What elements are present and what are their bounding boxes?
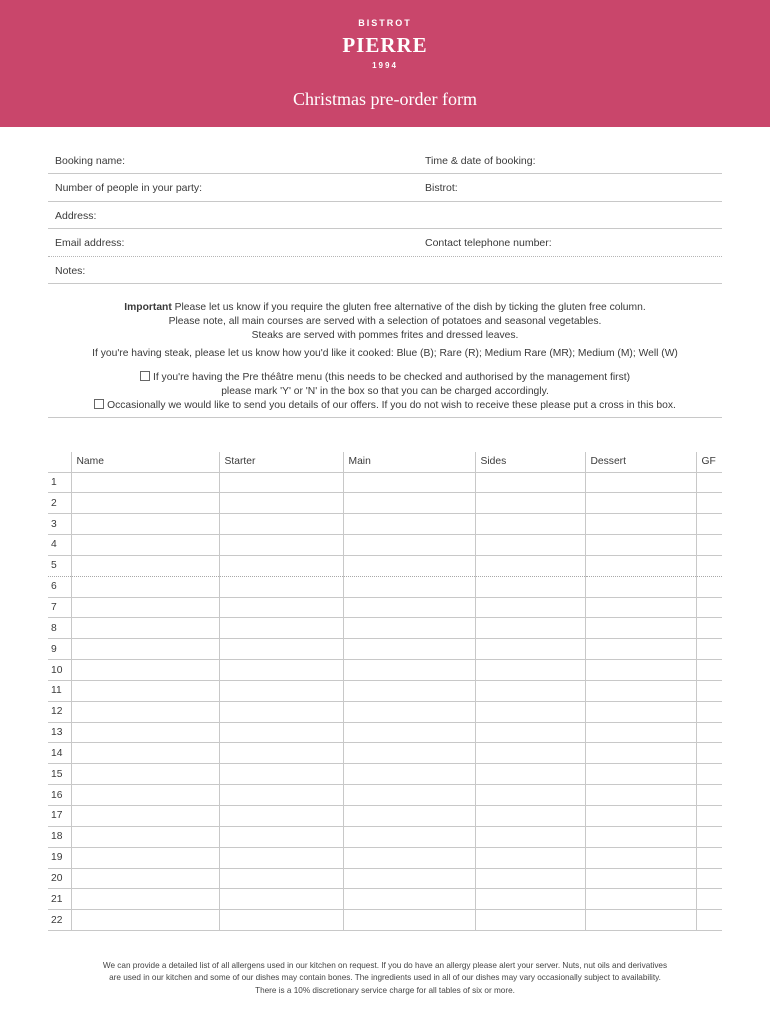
row-number: 17 xyxy=(48,806,71,827)
name-cell[interactable] xyxy=(71,743,219,764)
offers-text: Occasionally we would like to send you details of our offers. If you do not wish to receive these please put a cross in this box. xyxy=(107,400,676,411)
booking-name-field[interactable]: Booking name: xyxy=(55,155,126,167)
starter-cell[interactable] xyxy=(219,847,343,868)
order-table xyxy=(48,452,722,931)
starter-cell[interactable] xyxy=(219,618,343,639)
logo-brand-name: PIERRE xyxy=(342,33,428,57)
sides-cell[interactable] xyxy=(475,597,585,618)
page-title: Christmas pre-order form xyxy=(293,89,477,109)
table-row xyxy=(48,555,722,576)
dessert-cell[interactable] xyxy=(585,785,696,806)
main-cell[interactable] xyxy=(343,576,475,597)
row-number: 20 xyxy=(48,868,71,889)
gf-cell[interactable] xyxy=(696,868,722,889)
name-cell[interactable] xyxy=(71,639,219,660)
field-row-notes xyxy=(48,257,722,284)
main-cell[interactable] xyxy=(343,514,475,535)
dessert-cell[interactable] xyxy=(585,910,696,931)
gf-cell[interactable] xyxy=(696,618,722,639)
name-cell[interactable] xyxy=(71,493,219,514)
table-row xyxy=(48,806,722,827)
sides-cell[interactable] xyxy=(475,535,585,556)
footer-line-2: are used in our kitchen and some of our dishes may contain bones. The ingredients used in all of our dishes may vary occasionally subject to availability. xyxy=(109,973,661,983)
table-row xyxy=(48,910,722,931)
row-number: 18 xyxy=(48,826,71,847)
gf-cell[interactable] xyxy=(696,743,722,764)
dessert-cell[interactable] xyxy=(585,806,696,827)
starter-cell[interactable] xyxy=(219,701,343,722)
table-row xyxy=(48,722,722,743)
main-cell[interactable] xyxy=(343,555,475,576)
col-header-sides: Sides xyxy=(475,452,585,472)
name-cell[interactable] xyxy=(71,806,219,827)
gf-cell[interactable] xyxy=(696,701,722,722)
table-row xyxy=(48,660,722,681)
table-header-row xyxy=(48,452,722,472)
pre-theatre-checkbox[interactable] xyxy=(140,371,150,381)
dessert-cell[interactable] xyxy=(585,660,696,681)
row-number: 19 xyxy=(48,847,71,868)
dessert-cell[interactable] xyxy=(585,743,696,764)
main-cell[interactable] xyxy=(343,472,475,493)
table-row xyxy=(48,785,722,806)
main-cell[interactable] xyxy=(343,660,475,681)
important-info xyxy=(40,301,730,343)
name-cell[interactable] xyxy=(71,722,219,743)
gf-cell[interactable] xyxy=(696,910,722,931)
dessert-cell[interactable] xyxy=(585,472,696,493)
dessert-cell[interactable] xyxy=(585,889,696,910)
table-row xyxy=(48,847,722,868)
time-date-field[interactable]: Time & date of booking: xyxy=(425,155,536,167)
starter-cell[interactable] xyxy=(219,910,343,931)
main-cell[interactable] xyxy=(343,618,475,639)
sides-cell[interactable] xyxy=(475,618,585,639)
main-cell[interactable] xyxy=(343,889,475,910)
offers-checkbox[interactable] xyxy=(94,399,104,409)
info-line-3: Steaks are served with pommes frites and dressed leaves. xyxy=(251,330,519,341)
col-header-main: Main xyxy=(343,452,475,472)
sides-cell[interactable] xyxy=(475,722,585,743)
row-number: 3 xyxy=(48,514,71,535)
notes-field[interactable]: Notes: xyxy=(55,264,86,277)
starter-cell[interactable] xyxy=(219,555,343,576)
row-number: 13 xyxy=(48,722,71,743)
sides-cell[interactable] xyxy=(475,910,585,931)
starter-cell[interactable] xyxy=(219,493,343,514)
dessert-cell[interactable] xyxy=(585,764,696,785)
sides-cell[interactable] xyxy=(475,639,585,660)
row-number: 15 xyxy=(48,764,71,785)
field-row-booking xyxy=(48,147,722,174)
starter-cell[interactable] xyxy=(219,785,343,806)
name-cell[interactable] xyxy=(71,847,219,868)
gf-cell[interactable] xyxy=(696,493,722,514)
sides-cell[interactable] xyxy=(475,660,585,681)
row-number: 9 xyxy=(48,639,71,660)
gf-cell[interactable] xyxy=(696,472,722,493)
bistrot-pierre-logo xyxy=(335,16,435,76)
name-cell[interactable] xyxy=(71,660,219,681)
row-number: 8 xyxy=(48,618,71,639)
dessert-cell[interactable] xyxy=(585,576,696,597)
sides-cell[interactable] xyxy=(475,514,585,535)
main-cell[interactable] xyxy=(343,785,475,806)
party-size-field[interactable]: Number of people in your party: xyxy=(55,182,203,195)
col-header-starter: Starter xyxy=(219,452,343,472)
table-row xyxy=(48,889,722,910)
logo-top-text: BISTROT xyxy=(358,18,412,28)
table-row xyxy=(48,618,722,639)
starter-cell[interactable] xyxy=(219,826,343,847)
row-number: 12 xyxy=(48,701,71,722)
field-row-contact xyxy=(48,229,722,256)
starter-cell[interactable] xyxy=(219,680,343,701)
gf-cell[interactable] xyxy=(696,639,722,660)
main-cell[interactable] xyxy=(343,722,475,743)
col-header-name: Name xyxy=(71,452,219,472)
dessert-cell[interactable] xyxy=(585,680,696,701)
email-field[interactable]: Email address: xyxy=(55,237,125,250)
gf-cell[interactable] xyxy=(696,535,722,556)
main-cell[interactable] xyxy=(343,743,475,764)
table-row xyxy=(48,868,722,889)
name-cell[interactable] xyxy=(71,597,219,618)
gf-cell[interactable] xyxy=(696,764,722,785)
row-number: 2 xyxy=(48,493,71,514)
booking-details xyxy=(48,147,722,284)
row-number: 10 xyxy=(48,660,71,681)
field-row-address xyxy=(48,202,722,229)
starter-cell[interactable] xyxy=(219,639,343,660)
main-cell[interactable] xyxy=(343,597,475,618)
sides-cell[interactable] xyxy=(475,847,585,868)
pre-theatre-line-1 xyxy=(0,371,770,385)
gf-cell[interactable] xyxy=(696,722,722,743)
name-cell[interactable] xyxy=(71,785,219,806)
gluten-free-note: Please let us know if you require the gluten free alternative of the dish by ticking the gluten free column. xyxy=(171,302,646,313)
table-row xyxy=(48,493,722,514)
divider xyxy=(48,417,722,418)
main-cell[interactable] xyxy=(343,847,475,868)
main-cell[interactable] xyxy=(343,680,475,701)
dessert-cell[interactable] xyxy=(585,493,696,514)
name-cell[interactable] xyxy=(71,535,219,556)
main-cell[interactable] xyxy=(343,868,475,889)
main-cell[interactable] xyxy=(343,701,475,722)
sides-cell[interactable] xyxy=(475,701,585,722)
allergen-footer xyxy=(40,960,730,997)
gf-cell[interactable] xyxy=(696,576,722,597)
main-cell[interactable] xyxy=(343,806,475,827)
main-cell[interactable] xyxy=(343,639,475,660)
sides-cell[interactable] xyxy=(475,889,585,910)
name-cell[interactable] xyxy=(71,514,219,535)
name-cell[interactable] xyxy=(71,576,219,597)
starter-cell[interactable] xyxy=(219,722,343,743)
pre-theatre-text: If you're having the Pre théâtre menu (this needs to be checked and authorised by the management first) xyxy=(152,372,631,383)
starter-cell[interactable] xyxy=(219,597,343,618)
sides-cell[interactable] xyxy=(475,806,585,827)
name-cell[interactable] xyxy=(71,555,219,576)
sides-cell[interactable] xyxy=(475,826,585,847)
name-cell[interactable] xyxy=(71,910,219,931)
gf-cell[interactable] xyxy=(696,826,722,847)
name-cell[interactable] xyxy=(71,826,219,847)
address-field[interactable]: Address: xyxy=(55,209,97,222)
sides-cell[interactable] xyxy=(475,764,585,785)
pre-theatre-line-2: please mark 'Y' or 'N' in the box so that you can be charged accordingly. xyxy=(221,386,549,397)
table-row xyxy=(48,576,722,597)
name-cell[interactable] xyxy=(71,472,219,493)
main-cell[interactable] xyxy=(343,764,475,785)
bistrot-field[interactable]: Bistrot: xyxy=(425,182,458,195)
sides-cell[interactable] xyxy=(475,868,585,889)
name-cell[interactable] xyxy=(71,889,219,910)
main-cell[interactable] xyxy=(343,535,475,556)
starter-cell[interactable] xyxy=(219,868,343,889)
dessert-cell[interactable] xyxy=(585,535,696,556)
row-number: 4 xyxy=(48,535,71,556)
table-row xyxy=(48,597,722,618)
sides-cell[interactable] xyxy=(475,743,585,764)
row-number: 6 xyxy=(48,576,71,597)
table-row xyxy=(48,826,722,847)
name-cell[interactable] xyxy=(71,701,219,722)
dessert-cell[interactable] xyxy=(585,722,696,743)
dessert-cell[interactable] xyxy=(585,826,696,847)
dessert-cell[interactable] xyxy=(585,618,696,639)
dessert-cell[interactable] xyxy=(585,868,696,889)
sides-cell[interactable] xyxy=(475,680,585,701)
pre-theatre-note xyxy=(0,371,770,399)
gf-cell[interactable] xyxy=(696,555,722,576)
table-row xyxy=(48,680,722,701)
starter-cell[interactable] xyxy=(219,535,343,556)
logo-year: 1994 xyxy=(372,61,398,70)
starter-cell[interactable] xyxy=(219,660,343,681)
sides-cell[interactable] xyxy=(475,576,585,597)
name-cell[interactable] xyxy=(71,618,219,639)
table-row xyxy=(48,535,722,556)
gf-cell[interactable] xyxy=(696,660,722,681)
phone-field[interactable]: Contact telephone number: xyxy=(425,237,552,250)
row-number: 21 xyxy=(48,889,71,910)
starter-cell[interactable] xyxy=(219,889,343,910)
main-cell[interactable] xyxy=(343,910,475,931)
sides-cell[interactable] xyxy=(475,785,585,806)
col-header-gf: GF xyxy=(696,452,722,472)
steak-note: If you're having steak, please let us know how you'd like it cooked: Blue (B); Rare (R); Medium Rare (MR); Medium (M); Well (W) xyxy=(92,348,678,359)
name-cell[interactable] xyxy=(71,868,219,889)
table-row xyxy=(48,514,722,535)
row-number: 14 xyxy=(48,743,71,764)
info-line-1 xyxy=(40,301,730,315)
important-label: Important xyxy=(124,302,172,313)
info-line-2: Please note, all main courses are served with a selection of potatoes and seasonal vegetables. xyxy=(168,316,602,327)
footer-line-3: There is a 10% discretionary service charge for all tables of six or more. xyxy=(255,985,515,995)
starter-cell[interactable] xyxy=(219,806,343,827)
col-header-dessert: Dessert xyxy=(585,452,696,472)
starter-cell[interactable] xyxy=(219,743,343,764)
starter-cell[interactable] xyxy=(219,576,343,597)
table-row xyxy=(48,743,722,764)
gf-cell[interactable] xyxy=(696,514,722,535)
order-table-body xyxy=(48,472,722,931)
header-banner xyxy=(0,0,770,127)
row-number: 1 xyxy=(48,472,71,493)
table-row xyxy=(48,701,722,722)
starter-cell[interactable] xyxy=(219,472,343,493)
gf-cell[interactable] xyxy=(696,889,722,910)
main-cell[interactable] xyxy=(343,826,475,847)
offers-note xyxy=(0,399,770,411)
dessert-cell[interactable] xyxy=(585,555,696,576)
dessert-cell[interactable] xyxy=(585,847,696,868)
row-number: 22 xyxy=(48,910,71,931)
gf-cell[interactable] xyxy=(696,806,722,827)
name-cell[interactable] xyxy=(71,680,219,701)
gf-cell[interactable] xyxy=(696,680,722,701)
table-row xyxy=(48,472,722,493)
dessert-cell[interactable] xyxy=(585,639,696,660)
gf-cell[interactable] xyxy=(696,597,722,618)
row-number: 16 xyxy=(48,785,71,806)
footer-line-1: We can provide a detailed list of all allergens used in our kitchen on request. If you do have an allergy please alert your server. Nuts, nut oils and derivatives xyxy=(102,961,668,970)
table-row xyxy=(48,639,722,660)
col-header-number xyxy=(48,452,71,472)
name-cell[interactable] xyxy=(71,764,219,785)
row-number: 7 xyxy=(48,597,71,618)
dessert-cell[interactable] xyxy=(585,701,696,722)
dessert-cell[interactable] xyxy=(585,597,696,618)
starter-cell[interactable] xyxy=(219,764,343,785)
table-row xyxy=(48,764,722,785)
gf-cell[interactable] xyxy=(696,785,722,806)
sides-cell[interactable] xyxy=(475,555,585,576)
gf-cell[interactable] xyxy=(696,847,722,868)
sides-cell[interactable] xyxy=(475,472,585,493)
starter-cell[interactable] xyxy=(219,514,343,535)
field-row-party xyxy=(48,174,722,201)
row-number: 11 xyxy=(48,680,71,701)
main-cell[interactable] xyxy=(343,493,475,514)
sides-cell[interactable] xyxy=(475,493,585,514)
dessert-cell[interactable] xyxy=(585,514,696,535)
row-number: 5 xyxy=(48,555,71,576)
